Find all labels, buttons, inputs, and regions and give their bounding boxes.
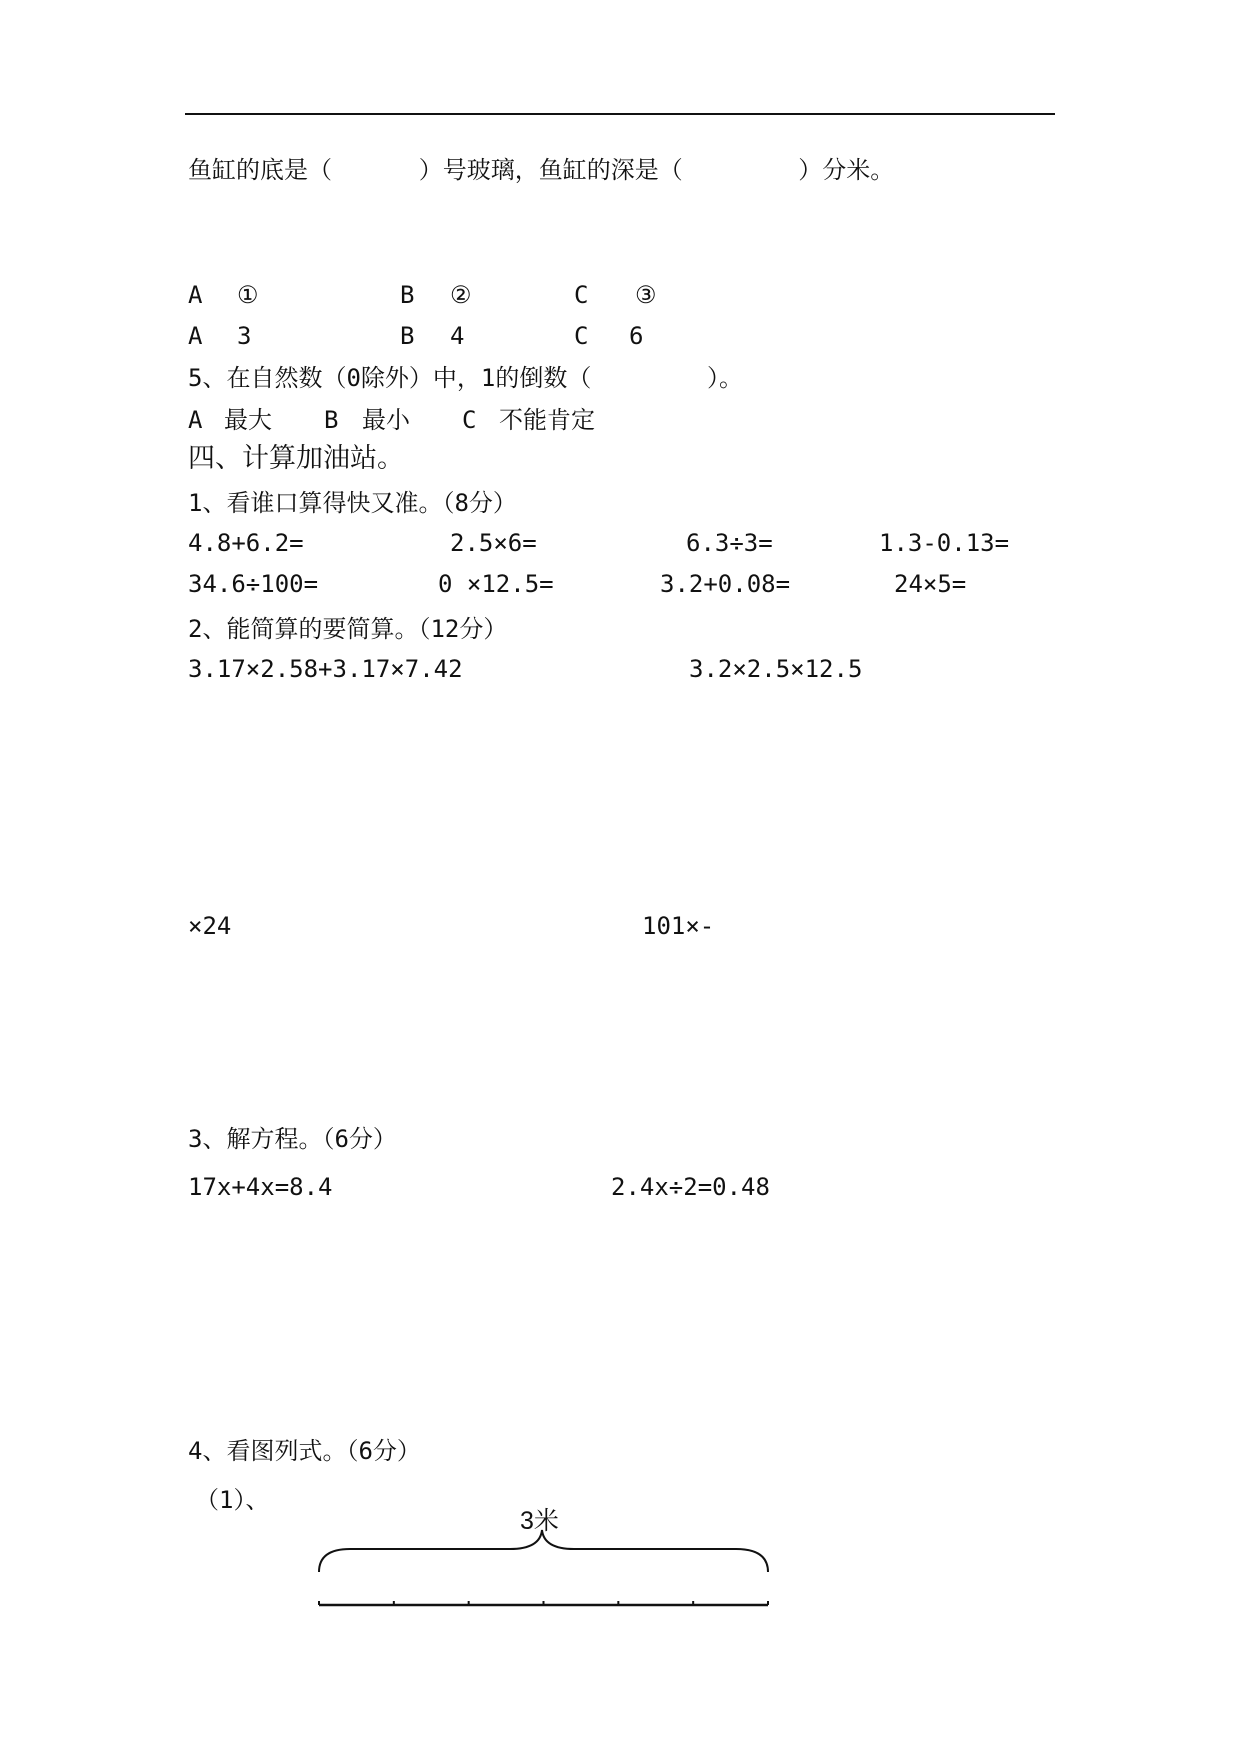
mental-math-item: 1.3-0.13=	[879, 529, 1010, 557]
mental-math-item: 24×5=	[894, 570, 967, 598]
mental-math-item: 4.8+6.2=	[188, 529, 304, 557]
equation-item: 2.4x÷2=0.48	[611, 1173, 770, 1201]
option-glass-a-value: ①	[237, 281, 259, 309]
simplify-item: 101×-	[642, 912, 715, 940]
part4-title: 4、看图列式。（6分）	[188, 1437, 421, 1465]
mental-math-item: 0 ×12.5=	[438, 570, 554, 598]
brace	[319, 1530, 768, 1572]
diagram-label: 3米	[520, 1507, 559, 1535]
part1-title: 1、看谁口算得快又准。（8分）	[188, 489, 517, 517]
option-glass-c-value: ③	[635, 281, 657, 309]
option-q5-b-value: 最小	[362, 406, 410, 434]
question-fish-tank: 鱼缸的底是（ ）号玻璃，鱼缸的深是（ ）分米。	[188, 156, 895, 184]
section-title: 四、计算加油站。	[188, 443, 404, 474]
option-glass-b-letter: B	[400, 281, 415, 309]
equation-item: 17x+4x=8.4	[188, 1173, 333, 1201]
option-depth-b-value: 4	[450, 322, 465, 350]
part3-title: 3、解方程。（6分）	[188, 1125, 397, 1153]
mental-math-item: 3.2+0.08=	[660, 570, 791, 598]
option-depth-c-letter: C	[574, 322, 589, 350]
option-depth-c-value: 6	[629, 322, 644, 350]
option-q5-c-letter: C	[462, 406, 477, 434]
option-glass-b-value: ②	[450, 281, 472, 309]
option-q5-b-letter: B	[324, 406, 339, 434]
mental-math-item: 34.6÷100=	[188, 570, 319, 598]
option-glass-c-letter: C	[574, 281, 589, 309]
simplify-item: 3.17×2.58+3.17×7.42	[188, 655, 463, 683]
option-q5-a-letter: A	[188, 406, 203, 434]
mental-math-item: 6.3÷3=	[686, 529, 773, 557]
option-depth-b-letter: B	[400, 322, 415, 350]
simplify-item: 3.2×2.5×12.5	[689, 655, 863, 683]
mental-math-item: 2.5×6=	[450, 529, 537, 557]
part2-title: 2、能简算的要简算。（12分）	[188, 615, 508, 643]
option-q5-a-value: 最大	[224, 406, 272, 434]
option-q5-c-value: 不能肯定	[499, 406, 595, 434]
question-5: 5、在自然数（0除外）中，1的倒数（ ）。	[188, 364, 743, 392]
option-glass-a-letter: A	[188, 281, 203, 309]
option-depth-a-letter: A	[188, 322, 203, 350]
simplify-item: ×24	[188, 912, 232, 940]
option-depth-a-value: 3	[237, 322, 252, 350]
part4-sub1: （1）、	[195, 1486, 270, 1514]
